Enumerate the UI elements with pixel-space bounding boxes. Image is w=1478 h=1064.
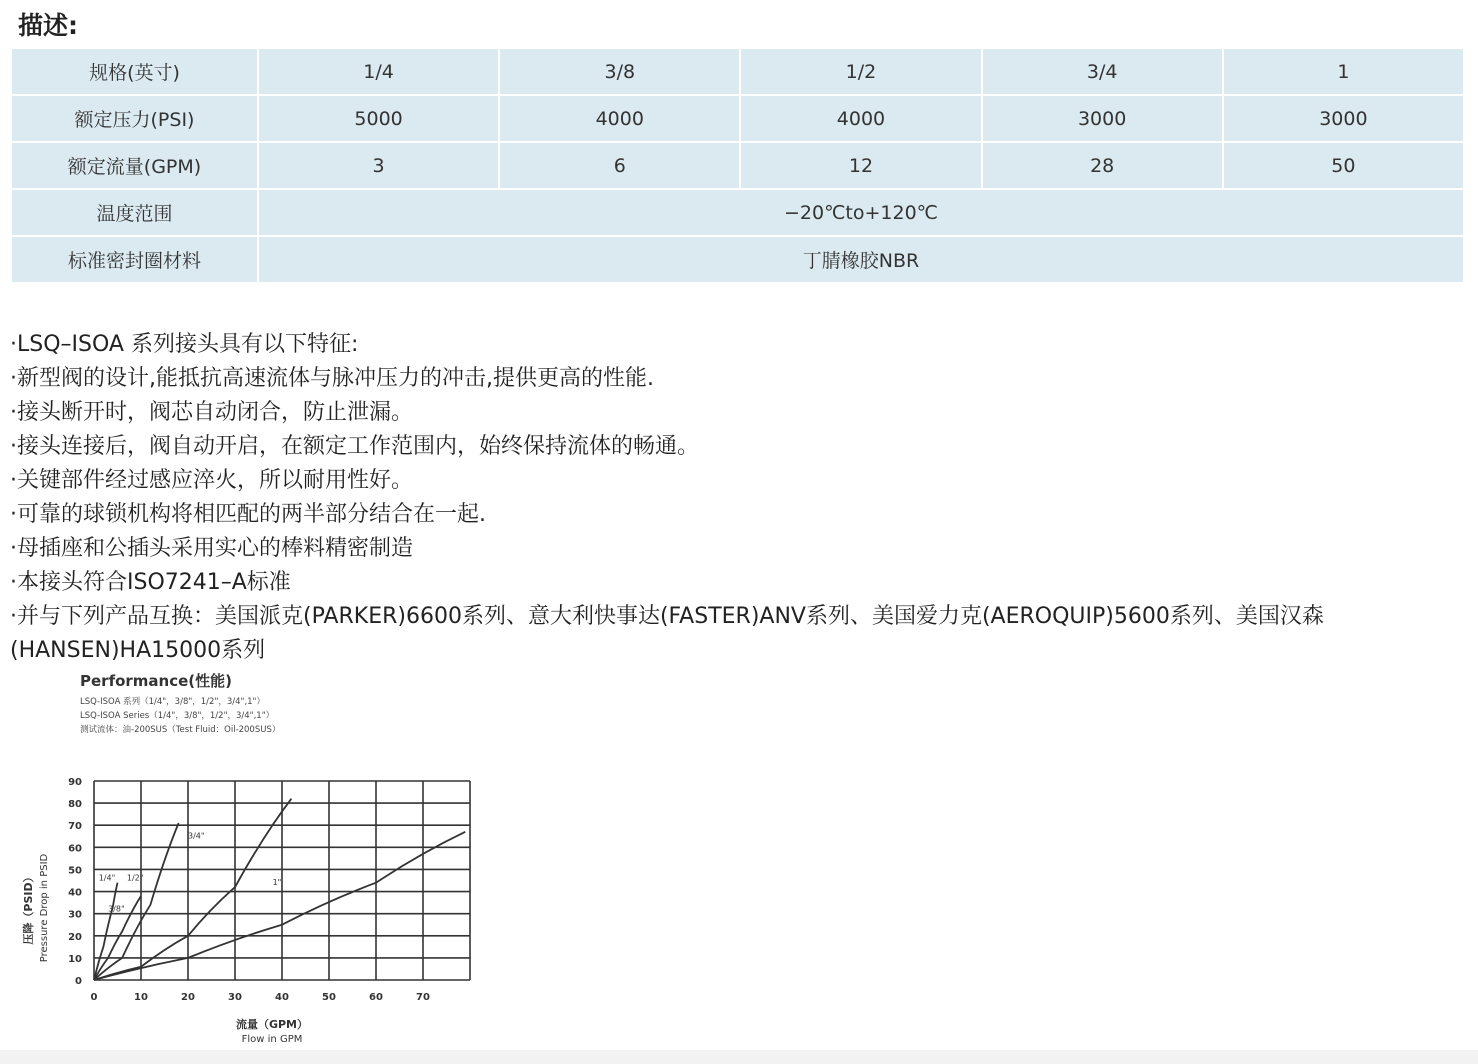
table-cell: 4000 <box>740 95 981 142</box>
x-tick-label: 50 <box>322 992 336 1003</box>
table-cell: 3000 <box>982 95 1223 142</box>
series-label: 1/4" <box>98 873 116 883</box>
table-cell: 1/4 <box>258 48 499 95</box>
temperature-range-cell: −20℃to+120℃ <box>258 189 1464 236</box>
table-cell: 1/2 <box>740 48 981 95</box>
y-axis-label-en: Pressure Drop in PSID <box>39 853 50 963</box>
table-row <box>11 142 1464 189</box>
list-item: ·关键部件经过感应淬火，所以耐用性好。 <box>10 468 413 493</box>
chart-subtitle: 测试流体：油-200SUS（Test Fluid：Oil-200SUS） <box>80 725 281 735</box>
y-tick-label: 70 <box>68 821 82 833</box>
spec-table <box>10 47 1465 284</box>
x-tick-label: 10 <box>134 992 148 1003</box>
x-tick-label: 0 <box>90 992 98 1003</box>
table-row <box>11 48 1464 95</box>
x-axis-label: 流量（GPM） <box>235 1018 309 1031</box>
x-tick-label: 40 <box>275 992 289 1003</box>
series-line <box>94 883 118 980</box>
chart-subtitle: LSQ-ISOA 系列（1/4"，3/8"，1/2"，3/4",1"） <box>80 697 265 707</box>
chart-title: Performance(性能) <box>80 672 232 690</box>
row-label: 额定流量(GPM) <box>11 142 258 189</box>
table-cell: 6 <box>499 142 740 189</box>
list-item: ·接头连接后，阀自动开启，在额定工作范围内，始终保持流体的畅通。 <box>10 434 699 459</box>
x-axis-ticks <box>91 992 430 1003</box>
performance-chart <box>10 668 490 1058</box>
row-label: 温度范围 <box>11 189 258 236</box>
y-tick-label: 50 <box>68 865 82 877</box>
list-item: ·可靠的球锁机构将相匹配的两半部分结合在一起. <box>10 502 486 527</box>
y-tick-label: 80 <box>68 799 82 811</box>
y-axis-ticks <box>68 777 82 987</box>
x-tick-label: 30 <box>228 992 242 1003</box>
list-item: ·新型阀的设计,能抵抗高速流体与脉冲压力的冲击,提供更高的性能. <box>10 366 654 391</box>
row-label: 规格(英寸) <box>11 48 258 95</box>
table-cell: 28 <box>982 142 1223 189</box>
row-label: 标准密封圈材料 <box>11 236 258 283</box>
y-tick-label: 30 <box>68 909 82 921</box>
list-item: ·母插座和公插头采用实心的棒料精密制造 <box>10 536 413 561</box>
x-tick-label: 60 <box>369 992 383 1003</box>
table-row <box>11 95 1464 142</box>
y-tick-label: 90 <box>68 777 82 788</box>
y-tick-label: 60 <box>68 843 82 855</box>
seal-material-cell: 丁腈橡胶NBR <box>258 236 1464 283</box>
series-labels <box>99 831 282 913</box>
x-axis-label-en: Flow in GPM <box>241 1034 303 1045</box>
y-tick-label: 40 <box>68 887 82 899</box>
chart-subtitle: LSQ-ISOA Series（1/4"，3/8"，1/2"，3/4",1"） <box>80 711 275 721</box>
table-cell: 12 <box>740 142 981 189</box>
list-item: ·LSQ–ISOA 系列接头具有以下特征: <box>10 332 359 357</box>
table-cell: 1 <box>1223 48 1464 95</box>
feature-list <box>10 328 1460 668</box>
list-item: ·接头断开时，阀芯自动闭合，防止泄漏。 <box>10 400 413 425</box>
x-tick-label: 70 <box>416 992 430 1003</box>
y-axis-label: 压降（PSID） <box>22 871 35 945</box>
y-tick-label: 0 <box>75 976 82 987</box>
table-cell: 3 <box>258 142 499 189</box>
table-cell: 3/4 <box>982 48 1223 95</box>
series-label: 1" <box>272 877 282 887</box>
series-label: 3/8" <box>108 904 125 914</box>
table-cell: 3000 <box>1223 95 1464 142</box>
table-row <box>11 236 1464 283</box>
table-cell: 3/8 <box>499 48 740 95</box>
series-label: 3/4" <box>188 831 205 841</box>
page-footer-strip <box>0 1050 1478 1064</box>
section-heading: 描述: <box>18 11 78 40</box>
y-tick-label: 20 <box>68 931 82 943</box>
table-cell: 4000 <box>499 95 740 142</box>
x-tick-label: 20 <box>181 992 195 1003</box>
list-item: ·本接头符合ISO7241–A标准 <box>10 570 291 595</box>
series-label: 1/2" <box>126 873 144 883</box>
table-row <box>11 189 1464 236</box>
y-tick-label: 10 <box>68 953 82 965</box>
list-item: ·并与下列产品互换：美国派克(PARKER)6600系列、意大利快事达(FASTER)ANV系列、美国爱力克(AEROQUIP)5600系列、美国汉森(HANSEN)HA15000系列 <box>10 604 1324 663</box>
row-label: 额定压力(PSI) <box>11 95 258 142</box>
table-cell: 50 <box>1223 142 1464 189</box>
table-cell: 5000 <box>258 95 499 142</box>
